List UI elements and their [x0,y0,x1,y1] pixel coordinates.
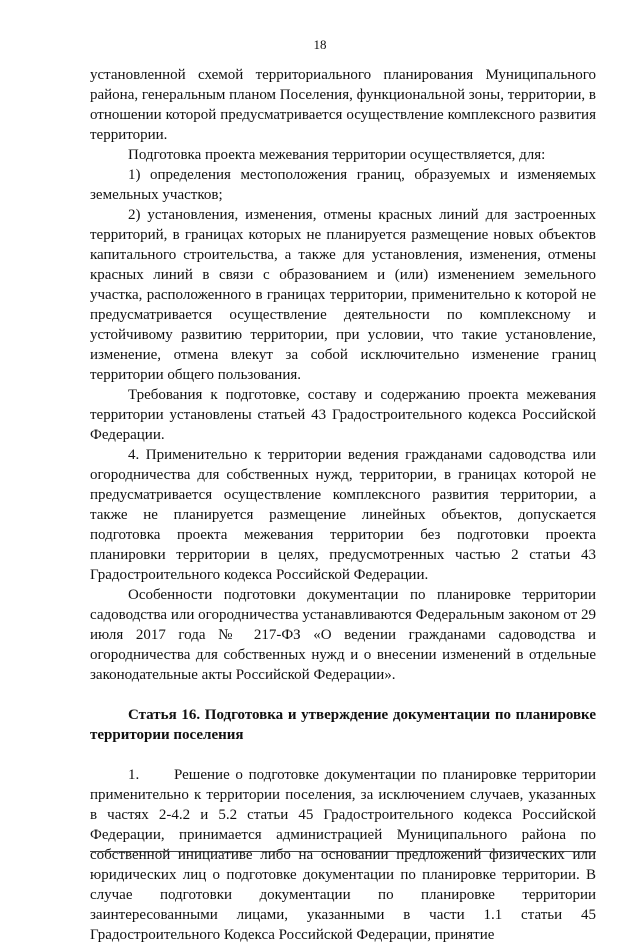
paragraph-list-item-2: 2) установления, изменения, отмены красных линий для застроенных территорий, в границах которых не планируется размещение новых объектов капитального строительства, а также для установления, изменения, отмены красных линий в связи с образованием и (или) изменением земельного участка, расположенного в границах территории, применительно к которой не предусматривается осуществление деятельности по комплексному и устойчивому развитию территории, при условии, что такие установление, изменение, отмена влекут за собой исключительно изменение границ территории общего пользования. [90,207,596,383]
paragraph-requirements: Требования к подготовке, составу и содержанию проекта межевания территории установлены статьей 43 Градостроительного кодекса Российской Федерации. [90,387,596,443]
item-number: 1. [128,767,140,783]
paragraph-list-item-1: 1) определения местоположения границ, образуемых и изменяемых земельных участков; [90,167,596,203]
page-number: 18 [313,37,327,52]
paragraph-continuation: установленной схемой территориального планирования Муниципального района, генеральным планом Поселения, функциональной зоны, территории, в отношении которой предусматривается осуществление комплексного развития территории. [90,67,596,143]
article-heading: Статья 16. Подготовка и утверждение документации по планировке территории поселения [90,707,596,743]
paragraph-point-4: 4. Применительно к территории ведения гражданами садоводства или огородничества для собственных нужд, территории, в границах которой не предусматривается осуществление комплексного развития территории, а также не планируется размещение линейных объектов, допускается подготовка проекта межевания территории без подготовки проекта планировки территории в целях, предусмотренных частью 2 статьи 43 Градостроительного кодекса Российской Федерации. [90,447,596,583]
paragraph-gardening: Особенности подготовки документации по планировке территории садоводства или огородничества устанавливаются Федеральным законом от 29 июля 2017 года № 217-ФЗ «О ведении гражданами садоводства и огородничества для собственных нужд и о внесении изменений в отдельные законодательные акты Российской Федерации». [90,587,596,683]
document-body [90,65,596,945]
paragraph-mezhevanie-intro: Подготовка проекта межевания территории осуществляется, для: [128,147,546,163]
item-text: Решение о подготовке документации по планировке территории применительно к территории поселения, за исключением случаев, указанных в частях 2-4.2 и 5.2 статьи 45 Градостроительного кодекса Российской Федерации, принимается администрацией Муниципального района по собственной инициативе либо на основании предложений физических или юридических лиц о подготовке документации по планировке территории. В случае подготовки документации по планировке территории заинтересованными лицами, указанными в части 1.1 статьи 45 Градостроительного Кодекса Российской Федерации, принятие [90,767,596,943]
paragraph-article-item-1 [90,765,596,945]
footer-divider [90,851,596,852]
